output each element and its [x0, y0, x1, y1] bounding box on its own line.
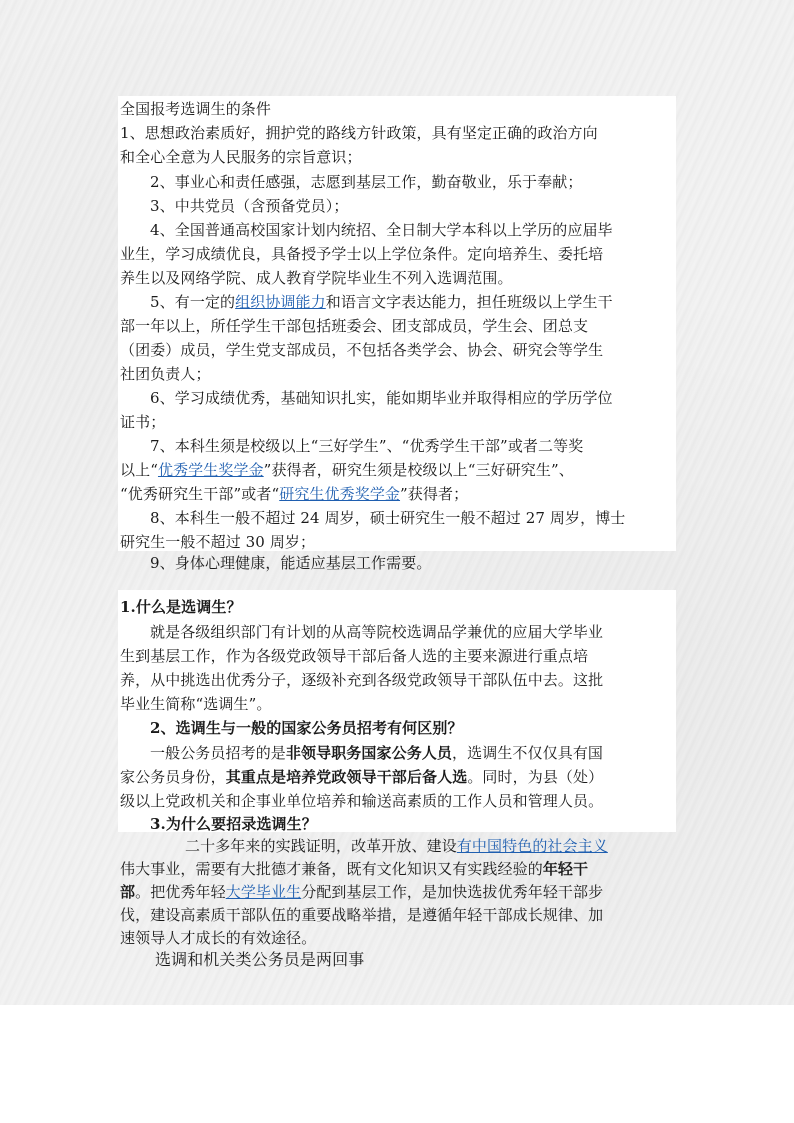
item-5-text-a: 5、有一定的 [150, 293, 236, 311]
item-5-line-2: 部一年以上，所任学生干部包括班委会、团支部成员，学生会、团总支 [120, 317, 589, 335]
item-6-line-2: 证书； [120, 413, 166, 431]
graduates-link[interactable]: 大学毕业生 [225, 883, 302, 901]
item-8-line-2: 研究生一般不超过 30 周岁； [120, 533, 316, 551]
item-3: 3、中共党员（含预备党员）； [150, 197, 349, 215]
item-5-line-4: 社团负责人； [120, 365, 211, 383]
q2-bold-b: 其重点是培养党政领导干部后备人选 [225, 768, 468, 786]
q2-heading: 2、选调生与一般的国家公务员招考有何区别？ [150, 719, 463, 737]
item-4-line-2: 业生，学习成绩优良，具备授予学士以上学位条件。定向培养生、委托培 [120, 245, 604, 263]
q2-line-3: 级以上党政机关和企事业单位培养和输送高素质的工作人员和管理人员。 [120, 792, 604, 810]
q3-text-a: 二十多年来的实践证明，改革开放、建设 [185, 837, 457, 855]
q1-line-4: 毕业生简称“选调生”。 [120, 695, 272, 713]
q3-bold-b: 部 [120, 883, 136, 901]
q1-heading: 1.什么是选调生？ [120, 598, 242, 616]
doc-title: 全国报考选调生的条件 [120, 100, 272, 118]
scholarship-link[interactable]: 优秀学生奖学金 [157, 461, 264, 479]
item-6-line-1: 6、学习成绩优秀，基础知识扎实，能如期毕业并取得相应的学历学位 [150, 389, 613, 407]
item-7-line-2 [120, 458, 574, 482]
q3-line-5: 速领导人才成长的有效途径。 [120, 929, 317, 947]
item-5-line-3: （团委）成员，学生党支部成员，不包括各类学会、协会、研究会等学生 [120, 341, 604, 359]
item-7-line-1: 7、本科生须是校级以上“三好学生”、“优秀学生干部”或者二等奖 [150, 437, 584, 455]
item-5-line-1 [150, 290, 613, 314]
q3-bold-a: 年轻干 [542, 860, 589, 878]
q3-text-c: 。把优秀年轻 [135, 883, 226, 901]
item-7-text-d: ”获得者； [400, 485, 469, 503]
q1-line-3: 养，从中挑选出优秀分子，逐级补充到各级党政领导干部队伍中去。这批 [120, 671, 604, 689]
grad-scholarship-link[interactable]: 研究生优秀奖学金 [279, 485, 401, 503]
q2-line-2 [120, 765, 603, 789]
item-4-line-3: 养生以及网络学院、成人教育学院毕业生不列入选调范围。 [120, 269, 513, 287]
q1-line-2: 生到基层工作，作为各级党政领导干部后备人选的主要来源进行重点培 [120, 647, 589, 665]
q2-text-c: 家公务员身份， [120, 768, 226, 786]
q2-text-a: 一般公务员招考的是 [150, 744, 286, 762]
q2-bold-a: 非领导职务国家公务人员 [285, 744, 453, 762]
item-7-text-b: ”获得者，研究生须是校级以上“三好研究生”、 [263, 461, 574, 479]
q2-text-b: ，选调生不仅仅具有国 [452, 744, 604, 762]
q2-line-1 [150, 741, 603, 765]
item-1-line-2: 和全心全意为人民服务的宗旨意识； [120, 148, 362, 166]
org-coordination-link[interactable]: 组织协调能力 [235, 293, 326, 311]
socialism-link[interactable]: 有中国特色的社会主义 [456, 837, 608, 855]
item-4-line-1: 4、全国普通高校国家计划内统招、全日制大学本科以上学历的应届毕 [150, 221, 613, 239]
item-2: 2、事业心和责任感强，志愿到基层工作，勤奋敬业，乐于奉献； [150, 173, 583, 191]
q3-text-b: 伟大事业，需要有大批德才兼备，既有文化知识又有实践经验的 [120, 860, 543, 878]
item-9: 9、身体心理健康，能适应基层工作需要。 [150, 554, 432, 572]
footer-line: 选调和机关类公务员是两回事 [155, 950, 365, 969]
q2-text-d: 。同时，为县（处） [467, 768, 604, 786]
q3-line-4: 伐，建设高素质干部队伍的重要战略举措，是遵循年轻干部成长规律、加 [120, 906, 604, 924]
item-5-text-b: 和语言文字表达能力，担任班级以上学生干 [325, 293, 613, 311]
item-1-line-1: 1、思想政治素质好，拥护党的路线方针政策，具有坚定正确的政治方向 [120, 124, 598, 142]
q1-line-1: 就是各级组织部门有计划的从高等院校选调品学兼优的应届大学毕业 [150, 623, 604, 641]
q3-heading: 3.为什么要招录选调生？ [150, 815, 317, 833]
item-8-line-1: 8、本科生一般不超过 24 周岁，硕士研究生一般不超过 27 周岁，博士 [150, 509, 626, 527]
item-7-line-3 [120, 482, 468, 506]
q3-line-3 [120, 880, 603, 904]
q3-text-d: 分配到基层工作，是加快选拔优秀年轻干部步 [301, 883, 604, 901]
item-7-text-c: “优秀研究生干部”或者“ [120, 485, 280, 503]
q3-line-1 [185, 834, 608, 858]
item-7-text-a: 以上“ [120, 461, 158, 479]
q3-line-2 [120, 857, 588, 881]
